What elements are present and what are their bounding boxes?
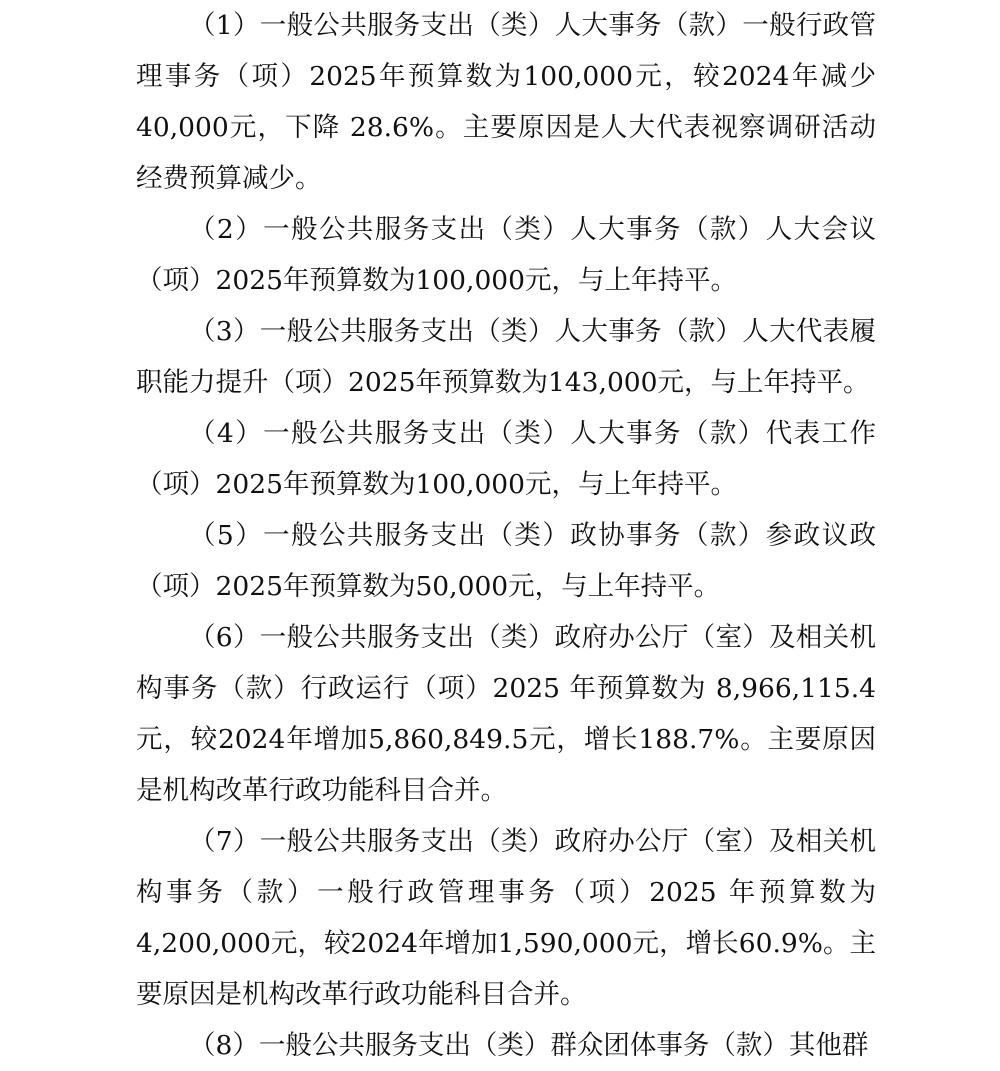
paragraph-8: （8）一般公共服务支出（类）群众团体事务（款）其他群 <box>189 1030 869 1061</box>
paragraph-5: （5）一般公共服务支出（类）政协事务（款）参政议政（项）2025年预算数为50,000元，与上年持平。 <box>136 520 876 602</box>
paragraph-1: （1）一般公共服务支出（类）人大事务（款）一般行政管理事务（项）2025年预算数为100,000元，较2024年减少40,000元，下降 28.6%。主要原因是人大代表视察调研活动经费预算减少。 <box>136 10 876 194</box>
paragraph-7: （7）一般公共服务支出（类）政府办公厅（室）及相关机构事务（款）一般行政管理事务（项）2025 年预算数为4,200,000元，较2024年增加1,590,000元，增长60.9%。主要原因是机构改革行政功能科目合并。 <box>136 826 876 1010</box>
paragraph-3: （3）一般公共服务支出（类）人大事务（款）人大代表履职能力提升（项）2025年预算数为143,000元，与上年持平。 <box>136 316 876 398</box>
document-body <box>136 0 876 1071</box>
paragraph-4: （4）一般公共服务支出（类）人大事务（款）代表工作（项）2025年预算数为100,000元，与上年持平。 <box>136 418 876 500</box>
paragraph-2: （2）一般公共服务支出（类）人大事务（款）人大会议（项）2025年预算数为100,000元，与上年持平。 <box>136 214 876 296</box>
paragraph-6: （6）一般公共服务支出（类）政府办公厅（室）及相关机构事务（款）行政运行（项）2025 年预算数为 8,966,115.4 元，较2024年增加5,860,849.5元，增长188.7%。主要原因是机构改革行政功能科目合并。 <box>136 622 876 806</box>
